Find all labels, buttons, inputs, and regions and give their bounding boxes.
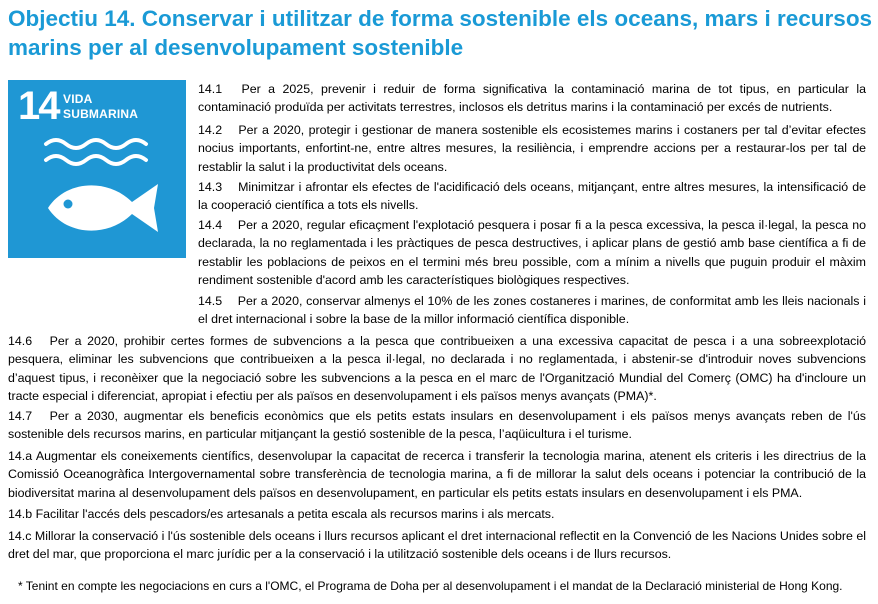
target-number: 14.2 (198, 123, 223, 137)
target-text: Millorar la conservació i l'ús sostenible dels oceans i llurs recursos aplicant el dret internacional reflectit en la Convenció de les Nacions Unides sobre el dret del mar, que proporciona el marc jurídic per a la conservació i la utilització sostenible dels oceans i de llurs recursos. (8, 529, 866, 562)
target-14-6 (8, 332, 866, 406)
target-number: 14.a (8, 449, 33, 463)
logo-label-line1: VIDA (63, 92, 93, 106)
target-text: Per a 2020, prohibir certes formes de subvencions a la pesca que contribueixen a una excessiva capacitat de pesca i a una sobreexplotació pesquera, eliminar les subvencions que contribueixen a la pesca il·legal, no declarada i no reglamentada, i abstenir-se d'introduir noves subvencions d’aquest tipus, i reconèixer que la negociació sobre les subvencions a la pesca en el marc de l'Organització Mundial del Comerç (OMC) ha d'incloure un tracte especial i diferenciat, apropiat i efectiu per als països en desenvolupament i els països menys avançats (PMA)*. (8, 334, 866, 404)
target-text: Per a 2030, augmentar els beneficis econòmics que els petits estats insulars en desenvolupament i els països menys avançats reben de l'ús sostenible dels recursos marins, en particular mitjançant la gestió sostenible de la pesca, l’aqüicultura i el turisme. (8, 409, 866, 442)
target-14-b (8, 505, 866, 523)
page-title: Objectiu 14. Conservar i utilitzar de forma sostenible els oceans, mars i recursos marins per al desenvolupament sostenible (8, 6, 873, 60)
target-number: 14.7 (8, 409, 33, 423)
target-text: Per a 2020, regular eficaçment l'explotació pesquera i posar fi a la pesca excessiva, la pesca il·legal, la pesca no declarada, la no reglamentada i les pràctiques de pesca destructives, i aplicar plans de gestió amb base científica a fi de restablir les poblacions de peixos en el termini més breu possible, com a mínim a nivells que puguin produir el màxim rendiment sostenible d'acord amb les característiques biològiques respectives. (198, 218, 866, 288)
target-14-4 (198, 216, 866, 290)
target-text: Per a 2025, prevenir i reduir de forma significativa la contaminació marina de tot tipus, en particular la contaminació produïda per activitats terrestres, inclosos els detritus marins i la contaminació per excés de nutrients. (198, 82, 866, 115)
target-text: Facilitar l'accés dels pescadors/es artesanals a petita escala als recursos marins i als mercats. (35, 507, 555, 521)
target-text: Augmentar els coneixements científics, desenvolupar la capacitat de recerca i transferir la tecnologia marina, atenent els criteris i les directrius de la Comissió Oceanogràfica Intergovernamental sobre transferència de tecnologia marina, a fi de millorar la salut dels oceans i potenciar la contribució de la biodiversitat marina al desenvolupament dels països en desenvolupament, en particular els petits estats insulars en desenvolupament i els PMA. (8, 449, 866, 500)
sdg14-logo (8, 80, 186, 258)
target-14-3 (198, 178, 866, 215)
footnote: * Tenint en compte les negociacions en curs a l'OMC, el Programa de Doha per al desenvolupament i el mandat de la Declaració ministerial de Hong Kong. (18, 579, 843, 593)
target-number: 14.6 (8, 334, 33, 348)
logo-label-line2: SUBMARINA (63, 107, 139, 121)
target-14-1 (198, 80, 866, 117)
target-14-c (8, 527, 866, 564)
target-number: 14.3 (198, 180, 223, 194)
target-number: 14.1 (198, 82, 223, 96)
target-number: 14.c (8, 529, 32, 543)
target-number: 14.4 (198, 218, 223, 232)
fish-waves-icon (8, 80, 186, 258)
target-14-5 (198, 292, 866, 329)
target-14-7 (8, 407, 866, 444)
target-number: 14.b (8, 507, 33, 521)
target-number: 14.5 (198, 294, 223, 308)
target-text: Minimitzar i afrontar els efectes de l'acidificació dels oceans, mitjançant, entre altres mesures, la intensificació de la cooperació científica a tots els nivells. (198, 180, 866, 213)
target-14-2 (198, 121, 866, 176)
logo-number: 14 (18, 84, 59, 128)
target-14-a (8, 447, 866, 502)
target-text: Per a 2020, conservar almenys el 10% de les zones costaneres i marines, de conformitat amb les lleis nacionals i el dret internacional i sobre la base de la millor informació científica disponible. (198, 294, 866, 327)
target-text: Per a 2020, protegir i gestionar de manera sostenible els ecosistemes marins i costaners per tal d’evitar efectes nocius importants, enfortint-ne, entre altres mesures, la resiliència, i emprendre accions per a restaurar-los per tal de restablir la salut i la productivitat dels oceans. (198, 123, 866, 174)
